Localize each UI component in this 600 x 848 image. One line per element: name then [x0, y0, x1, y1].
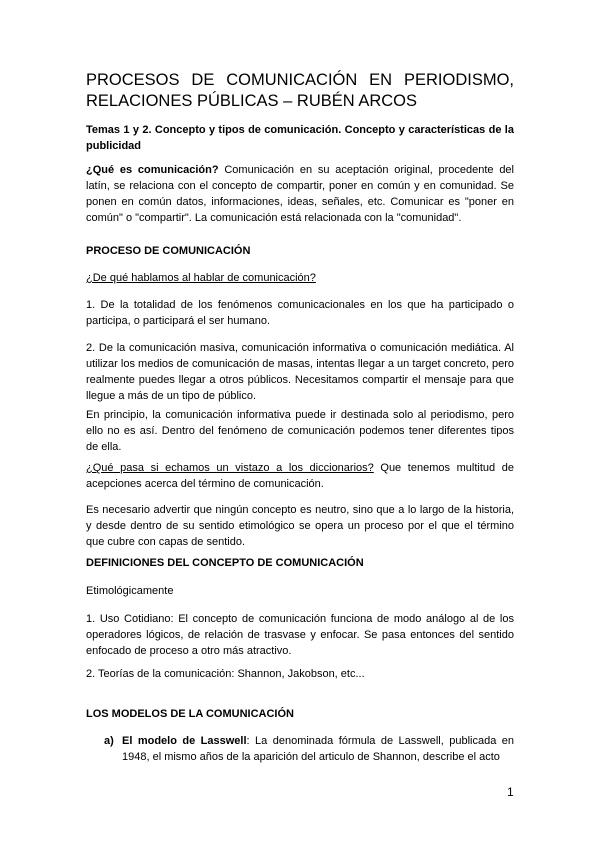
document-title: [86, 70, 514, 112]
list-item-text: [122, 733, 514, 765]
section2-subheading: Etimológicamente: [86, 585, 174, 597]
section1-paragraph-3: En principio, la comunicación informativa puede ir destinada solo al periodismo, pero ello no es así. Dentro del fenómeno de comunicación podemos tener diferentes tipos de ella.: [86, 409, 514, 453]
section1-paragraph-2: 2. De la comunicación masiva, comunicación informativa o comunicación mediática. Al utilizar los medios de comunicación de masas, intentas llegar a un target concreto, pero realmente puedes llegar a otros públicos. Necesitamos compartir el mensaje para que llegue a más de un tipo de público.: [86, 342, 514, 402]
section2-paragraph-2: 2. Teorías de la comunicación: Shannon, Jakobson, etc...: [86, 668, 365, 680]
title-line-2: RELACIONES PÚBLICAS – RUBÉN ARCOS: [86, 92, 418, 110]
intro-text: Comunicación en su aceptación original, procedente del latín, se relaciona con el concepto de compartir, poner en común y en comunidad. Se ponen en común datos, informaciones, ideas, señales, etc. Comunicar es "poner en común" o "compartir". La comunicación está relacionada con la "comunidad".: [86, 164, 514, 224]
section1-question: ¿De qué hablamos al hablar de comunicación?: [86, 272, 316, 284]
dictionary-answer: Que tenemos multitud de acepciones acerca del término de comunicación.: [86, 462, 514, 490]
intro-paragraph: [86, 162, 514, 226]
lasswell-title: El modelo de Lasswell: [122, 735, 247, 747]
section2-paragraph-1: 1. Uso Cotidiano: El concepto de comunicación funciona de modo análogo al de los operadores lógicos, de relación de trasvase y enfocar. Se pasa entonces del sentido enfocado de proceso a otro más atractivo.: [86, 613, 514, 657]
list-item-lasswell: [86, 733, 514, 765]
document-subtitle: Temas 1 y 2. Concepto y tipos de comunicación. Concepto y características de la publicidad: [86, 124, 514, 152]
section-heading-definiciones: DEFINICIONES DEL CONCEPTO DE COMUNICACIÓN: [86, 557, 364, 569]
section-heading-modelos: LOS MODELOS DE LA COMUNICACIÓN: [86, 708, 294, 720]
intro-question: ¿Qué es comunicación?: [86, 164, 219, 176]
title-line-1: PROCESOS DE COMUNICACIÓN EN PERIODISMO,: [86, 71, 514, 89]
section1-paragraph-4: [86, 460, 514, 492]
section1-paragraph-1: 1. De la totalidad de los fenómenos comunicacionales en los que ha participado o participa, o participará el ser humano.: [86, 299, 514, 327]
lasswell-text: : La denominada fórmula de Lasswell, publicada en 1948, el mismo años de la aparición del articulo de Shannon, describe el acto: [122, 735, 514, 763]
section1-paragraph-5: Es necesario advertir que ningún concepto es neutro, sino que a lo largo de la historia, y desde dentro de su sentido etimológico se opera un proceso por el que el término que cubre con capas de sentido.: [86, 504, 514, 548]
page-number: 1: [507, 785, 514, 799]
list-marker-a: a): [104, 735, 114, 747]
section-heading-proceso: PROCESO DE COMUNICACIÓN: [86, 245, 251, 257]
dictionary-question: ¿Qué pasa si echamos un vistazo a los diccionarios?: [86, 462, 374, 474]
